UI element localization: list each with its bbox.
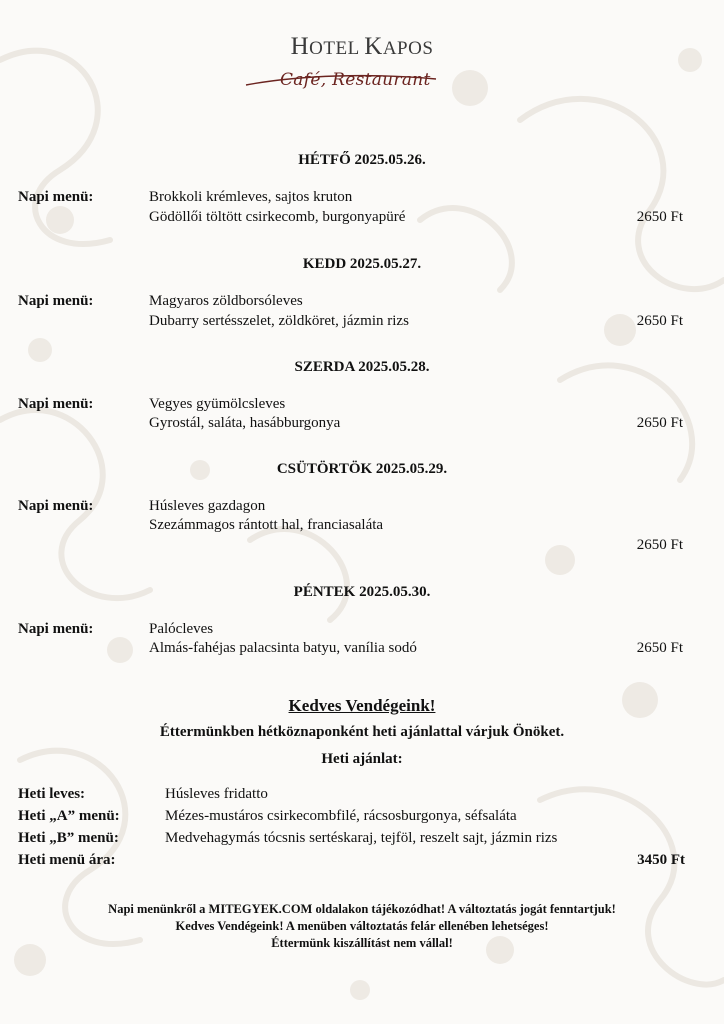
day-heading: PÉNTEK 2025.05.30. bbox=[293, 584, 431, 600]
day-heading: CSÜTÖRTÖK 2025.05.29. bbox=[276, 461, 448, 477]
menu-line: Magyaros zöldborsóleves bbox=[149, 293, 303, 309]
weekly-row-label: Heti „B” menü: bbox=[18, 830, 119, 846]
daily-menu-label: Napi menü: bbox=[18, 396, 94, 412]
weekly-offer-title: Heti ajánlat: bbox=[321, 751, 403, 767]
welcome-heading: Kedves Vendégeink! bbox=[288, 696, 436, 715]
menu-price: 2650 Ft bbox=[636, 537, 683, 553]
menu-price: 2650 Ft bbox=[636, 313, 683, 329]
menu-line: Palócleves bbox=[149, 621, 214, 637]
day-heading: SZERDA 2025.05.28. bbox=[294, 359, 430, 375]
day-heading: HÉTFŐ 2025.05.26. bbox=[298, 152, 426, 168]
weekly-intro: Éttermünkben hétköznaponként heti ajánlattal várjuk Önöket. bbox=[159, 724, 565, 740]
menu-line: Gödöllői töltött csirkecomb, burgonyapüré bbox=[149, 209, 406, 225]
weekly-price: 3450 Ft bbox=[637, 852, 685, 868]
weekly-row-value: Húsleves fridatto bbox=[165, 786, 268, 802]
menu-line: Almás-fahéjas palacsinta batyu, vanília sodó bbox=[149, 640, 417, 656]
weekly-price-label: Heti menü ára: bbox=[18, 852, 116, 868]
daily-menu-label: Napi menü: bbox=[18, 498, 94, 514]
daily-menu-label: Napi menü: bbox=[18, 621, 94, 637]
logo-title: HOTEL KAPOS bbox=[290, 33, 434, 60]
day-block-thursday bbox=[0, 461, 724, 553]
footer-line: Éttermünk kiszállítást nem vállal! bbox=[271, 936, 453, 950]
menu-line: Gyrostál, saláta, hasábburgonya bbox=[149, 415, 341, 431]
weekly-row-value: Mézes-mustáros csirkecombfilé, rácsosburgonya, séfsaláta bbox=[165, 808, 517, 824]
day-block-friday bbox=[0, 584, 724, 656]
menu-line: Húsleves gazdagon bbox=[149, 498, 266, 514]
day-block-wednesday bbox=[0, 359, 724, 431]
footer-line: Napi menünkről a MITEGYEK.COM oldalakon tájékozódhat! A változtatás jogát fenntartjuk! bbox=[108, 902, 616, 916]
daily-menu-label: Napi menü: bbox=[18, 293, 94, 309]
weekly-row-label: Heti leves: bbox=[18, 786, 86, 802]
daily-menu-label: Napi menü: bbox=[18, 189, 94, 205]
menu-price: 2650 Ft bbox=[636, 640, 683, 656]
menu-line: Brokkoli krémleves, sajtos kruton bbox=[149, 189, 353, 205]
menu-price: 2650 Ft bbox=[636, 415, 683, 431]
menu-line: Szezámmagos rántott hal, franciasaláta bbox=[149, 517, 384, 533]
day-block-tuesday bbox=[0, 256, 724, 329]
menu-line: Dubarry sertésszelet, zöldköret, jázmin rizs bbox=[149, 313, 409, 329]
day-heading: KEDD 2025.05.27. bbox=[302, 256, 422, 272]
footer-line: Kedves Vendégeink! A menüben változtatás felár ellenében lehetséges! bbox=[175, 919, 549, 933]
day-block-monday bbox=[0, 152, 724, 225]
menu-line: Vegyes gyümölcsleves bbox=[149, 396, 286, 412]
menu-price: 2650 Ft bbox=[636, 209, 683, 225]
weekly-row-label: Heti „A” menü: bbox=[18, 808, 120, 824]
hotel-logo bbox=[0, 33, 724, 90]
logo-subtitle: Café, Restaurant bbox=[280, 70, 431, 90]
weekly-row-value: Medvehagymás tócsnis sertéskaraj, tejföl, reszelt sajt, jázmin rizs bbox=[165, 830, 558, 846]
